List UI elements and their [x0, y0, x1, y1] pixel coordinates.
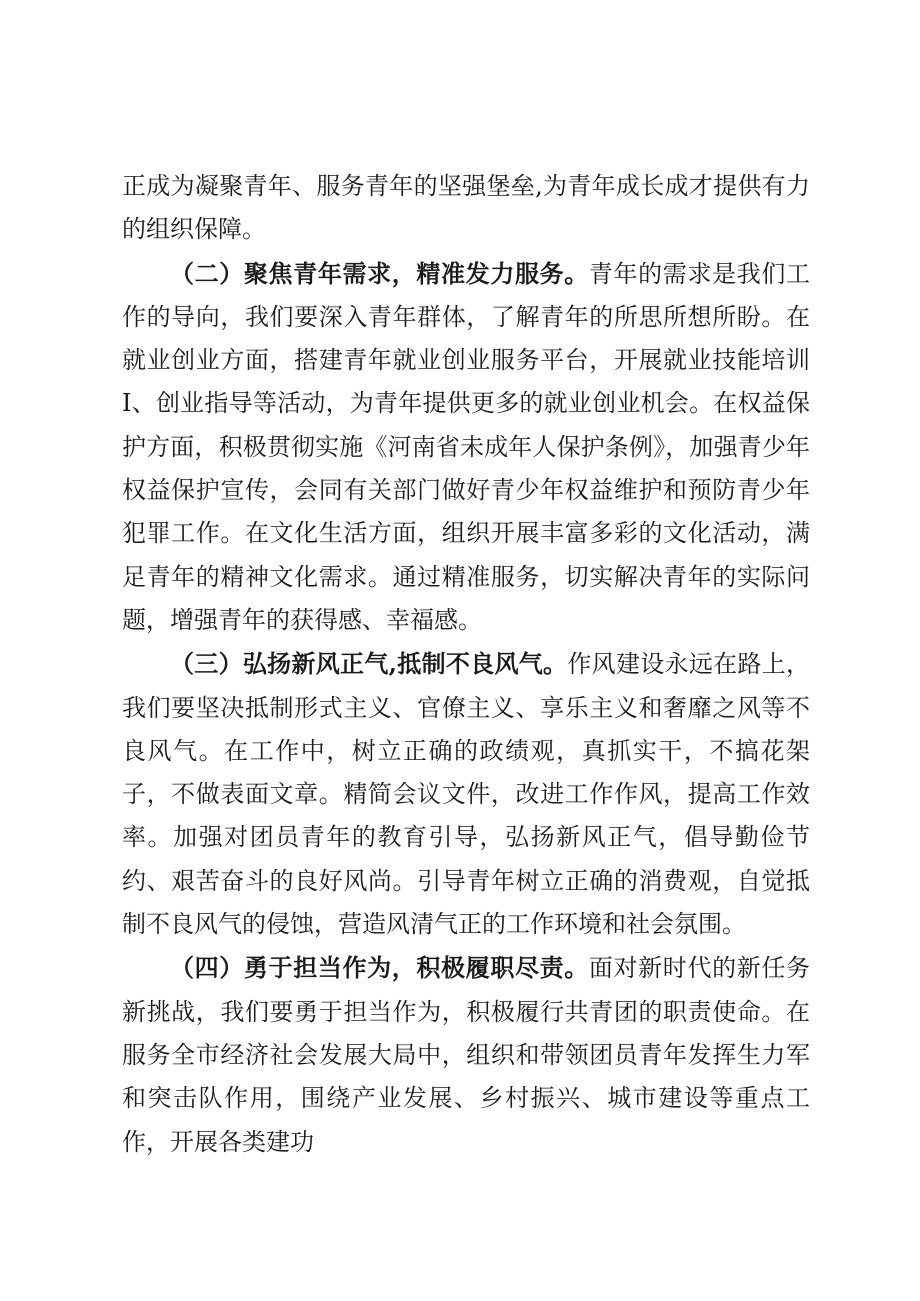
paragraph-body: 青年的需求是我们工作的导向，我们要深入青年群体，了解青年的所思所想所盼。在就业创业方面，搭建青年就业创业服务平台，开展就业技能培训I、创业指导等活动，为青年提供更多的就业创业机会。在权益保护方面，积极贯彻实施《河南省未成年人保护条例》，加强青少年权益保护宣传，会同有关部门做好青少年权益维护和预防青少年犯罪工作。在文化生活方面，组织开展丰富多彩的文化活动，满足青年的精神文化需求。通过精准服务，切实解决青年的实际问题，增强青年的获得感、幸福感。 [122, 259, 811, 634]
paragraph-continuation [122, 165, 810, 252]
paragraph-section-4 [122, 946, 810, 1163]
section-heading: （二）聚焦青年需求，精准发力服务。 [170, 258, 589, 288]
paragraph-body: 正成为凝聚青年、服务青年的坚强堡垒,为青年成长成才提供有力的组织保障。 [122, 172, 810, 244]
paragraph-section-3 [122, 642, 810, 946]
section-heading: （三）弘扬新风正气,抵制不良风气。 [170, 649, 568, 679]
paragraph-body: 作风建设永远在路上，我们要坚决抵制形式主义、官僚主义、享乐主义和奢靡之风等不良风气。在工作中，树立正确的政绩观，真抓实干，不搞花架子，不做表面文章。精简会议文件，改进工作作风，提高工作效率。加强对团员青年的教育引导，弘扬新风正气，倡导勤俭节约、艰苦奋斗的良好风尚。引导青年树立正确的消费观，自觉抵制不良风气的侵蚀，营造风清气正的工作环境和社会氛围。 [122, 650, 811, 939]
section-heading: （四）勇于担当作为，积极履职尽责。 [170, 953, 589, 983]
document-body [122, 165, 810, 1164]
paragraph-body: 面对新时代的新任务新挑战，我们要勇于担当作为，积极履行共青团的职责使命。在服务全市经济社会发展大局中，组织和带领团员青年发挥生力军和突击队作用，围绕产业发展、乡村振兴、城市建设等重点工作，开展各类建功 [122, 954, 811, 1156]
paragraph-section-2 [122, 252, 810, 643]
